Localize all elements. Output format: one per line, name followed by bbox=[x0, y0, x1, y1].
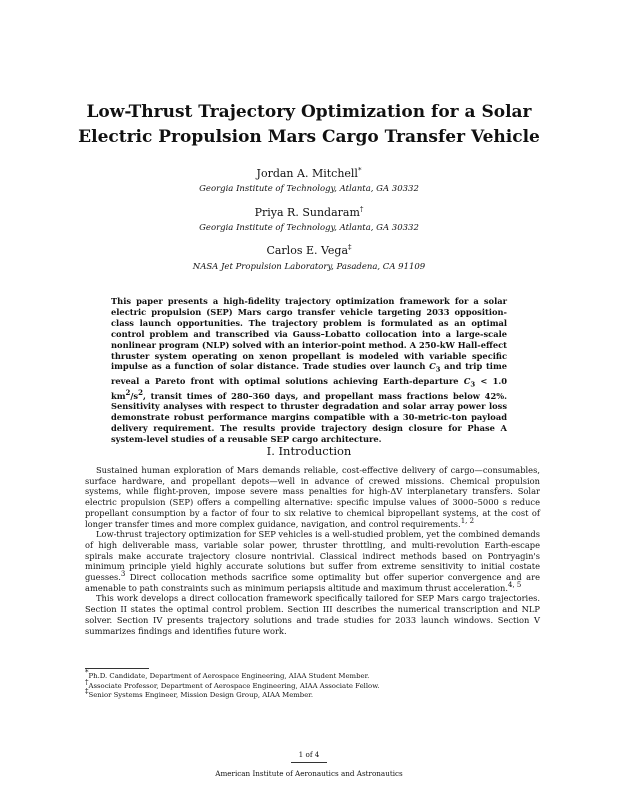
footnote-1-mark: * bbox=[85, 668, 89, 677]
author-2-affiliation: Georgia Institute of Technology, Atlanta, GA 30332 bbox=[199, 223, 419, 233]
footnote-3-mark: ‡ bbox=[85, 687, 89, 696]
abstract-text-2: and trip time reveal a Pareto front with optimal solutions achieving Earth-departure bbox=[111, 361, 507, 386]
title-line-1: Low-Thrust Trajectory Optimization for a Solar bbox=[86, 102, 532, 122]
author-3 bbox=[60, 244, 558, 257]
footnote-3 bbox=[85, 687, 540, 701]
abstract-text-1: This paper presents a high-fidelity trajectory optimization framework for a solar electric propulsion (SEP) Mars cargo transfer vehicle targeting 2033 opposition-class launch opportunities. The trajectory problem is formulated as an optimal control problem and transcribed via Gauss–Lobatto collocation into a large-scale nonlinear program (NLP) solved with an interior-point method. A 250-kW Hall-effect thruster system operating on xenon propellant is modeled with variable specific impulse as a function of solar distance. Trade studies over launch bbox=[111, 296, 507, 372]
paper-title bbox=[60, 100, 558, 150]
citation-4-5[interactable]: 4, 5 bbox=[508, 580, 522, 589]
author-3-mark: ‡ bbox=[348, 243, 352, 252]
author-1-mark: * bbox=[357, 166, 362, 175]
author-1-affiliation: Georgia Institute of Technology, Atlanta, GA 30332 bbox=[199, 184, 419, 194]
abstract-c3-sub-1: 3 bbox=[435, 366, 441, 375]
abstract-c3-symbol-1: C bbox=[429, 361, 436, 372]
title-line-2: Electric Propulsion Mars Cargo Transfer Vehicle bbox=[78, 127, 540, 147]
footnote-divider bbox=[85, 668, 149, 669]
abstract-c3-symbol-2: C bbox=[463, 376, 471, 386]
footnote-2-mark: † bbox=[85, 678, 89, 687]
citation-3[interactable]: 3 bbox=[120, 570, 126, 579]
author-2-mark: † bbox=[359, 205, 364, 214]
footnote-2-text: Associate Professor, Department of Aerospace Engineering, AIAA Associate Fellow. bbox=[88, 681, 380, 690]
abstract-c3-sub-2: 3 bbox=[470, 380, 476, 389]
page-footer-divider bbox=[291, 762, 327, 763]
author-1-name: Jordan A. Mitchell bbox=[256, 167, 358, 180]
author-2 bbox=[60, 206, 558, 219]
abstract-text-4: /s bbox=[130, 390, 139, 401]
page-number: 1 of 4 bbox=[298, 750, 320, 759]
footnote-2 bbox=[85, 678, 540, 692]
intro-paragraph-2 bbox=[85, 529, 540, 593]
abstract bbox=[111, 296, 507, 445]
footnote-1 bbox=[85, 668, 540, 682]
abstract-text-3: < 1.0 km bbox=[111, 376, 507, 401]
intro-paragraph-2-text: Low-thrust trajectory optimization for SEP vehicles is a well-studied problem, yet the combined demands of high deliverable mass, variable solar power, thruster throttling, and multi-revolution Earth-escape spirals make accurate trajectory closure nontrivial. Classical indirect methods based on Pontryagin's minimum principle yield highly accurate solutions but suffer from extreme sensitivity to initial costate guesses. bbox=[85, 529, 540, 583]
footnotes bbox=[85, 668, 540, 701]
intro-paragraph-3: This work develops a direct collocation framework specifically tailored for SEP Mars cargo trajectories. Section II states the optimal control problem. Section III describes the numerical transcription and NLP solver. Section IV presents trajectory solutions and trade studies for 2033 launch windows. Section V summarizes findings and identifies future work. bbox=[85, 593, 540, 636]
intro-paragraph-1-text: Sustained human exploration of Mars demands reliable, cost-effective delivery of cargo—consumables, surface hardware, and propellant depots—well in advance of crewed missions. Chemical propulsion systems, while flight-proven, impose severe mass penalties for high-ΔV interplanetary transfers. Solar electric propulsion (SEP) offers a compelling alternative: specific impulse values of 3000–5000 s reduce propellant consumption by a factor of four to six relative to chemical bipropellant systems, at the cost of longer transfer times and more complex guidance, navigation, and control requirements. bbox=[85, 465, 540, 529]
author-1 bbox=[60, 167, 558, 180]
section-heading-introduction: I. Introduction bbox=[266, 444, 352, 458]
citation-1-2[interactable]: 1, 2 bbox=[460, 516, 475, 525]
author-3-affiliation: NASA Jet Propulsion Laboratory, Pasadena, CA 91109 bbox=[192, 262, 426, 272]
abstract-text-5: , transit times of 280–360 days, and propellant mass fractions below 42%. Sensitivity analyses with respect to thruster degradation and solar array power loss demonstrate robust performance margins compatible with a 30-metric-ton payload delivery requirement. The results provide trajectory design closure for Phase A system-level studies of a reusable SEP cargo architecture. bbox=[111, 390, 507, 445]
footnote-3-text: Senior Systems Engineer, Mission Design Group, AIAA Member. bbox=[88, 691, 314, 699]
abstract-sup-1: 2 bbox=[125, 387, 131, 397]
introduction-body bbox=[85, 465, 540, 636]
organization-footer: American Institute of Aeronautics and Astronautics bbox=[215, 769, 403, 778]
intro-paragraph-2-text-b: Direct collocation methods sacrifice some optimality but offer superior convergence and are amenable to path constraints such as minimum periapsis altitude and maximum thrust acceleration. bbox=[85, 572, 540, 593]
abstract-sup-2: 2 bbox=[138, 387, 143, 397]
author-3-name: Carlos E. Vega bbox=[266, 244, 349, 257]
intro-paragraph-1 bbox=[85, 465, 540, 529]
author-2-name: Priya R. Sundaram bbox=[254, 206, 360, 219]
footnote-1-text: Ph.D. Candidate, Department of Aerospace Engineering, AIAA Student Member. bbox=[88, 672, 370, 680]
